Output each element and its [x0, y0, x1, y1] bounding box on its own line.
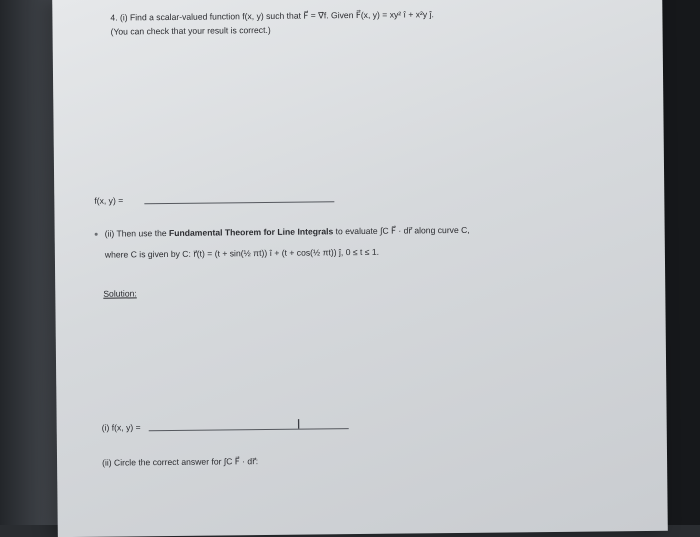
problem-number: 4. (i)	[110, 12, 128, 23]
worksheet-page	[52, 0, 668, 537]
problem-title: Find a scalar-valued function f(x, y) such that F⃗ = ∇⃗f. Given F⃗(x, y) = xy² î + x²y ĵ.	[129, 9, 434, 23]
solution-part-ii-label: (ii) Circle the correct answer for ∫C F⃗ · dr⃗:	[102, 456, 259, 468]
theorem-name: Fundamental Theorem for Line Integrals	[168, 226, 334, 238]
answer-i-label: f(x, y) =	[94, 195, 124, 206]
problem-statement	[110, 9, 434, 23]
background-left	[0, 0, 60, 525]
solution-part-i-label: (i) f(x, y) =	[101, 422, 141, 433]
curve-definition: where C is given by C: r⃗(t) = (t + sin(½ πt)) î + (t + cos(½ πt)) ĵ, 0 ≤ t ≤ 1.	[104, 246, 380, 260]
check-note: (You can check that your result is correct.)	[110, 24, 271, 37]
solution-heading: Solution:	[103, 288, 137, 299]
cursor-mark-icon: Ⅰ	[296, 416, 301, 432]
answer-i-blank[interactable]	[144, 201, 334, 204]
solution-part-i-blank[interactable]	[149, 428, 349, 431]
bullet-dot	[95, 233, 98, 236]
part-ii-statement: (ii) Then use the Fundamental Theorem for Line Integrals to evaluate ∫C F⃗ · dr⃗ along curve C,	[104, 224, 470, 239]
